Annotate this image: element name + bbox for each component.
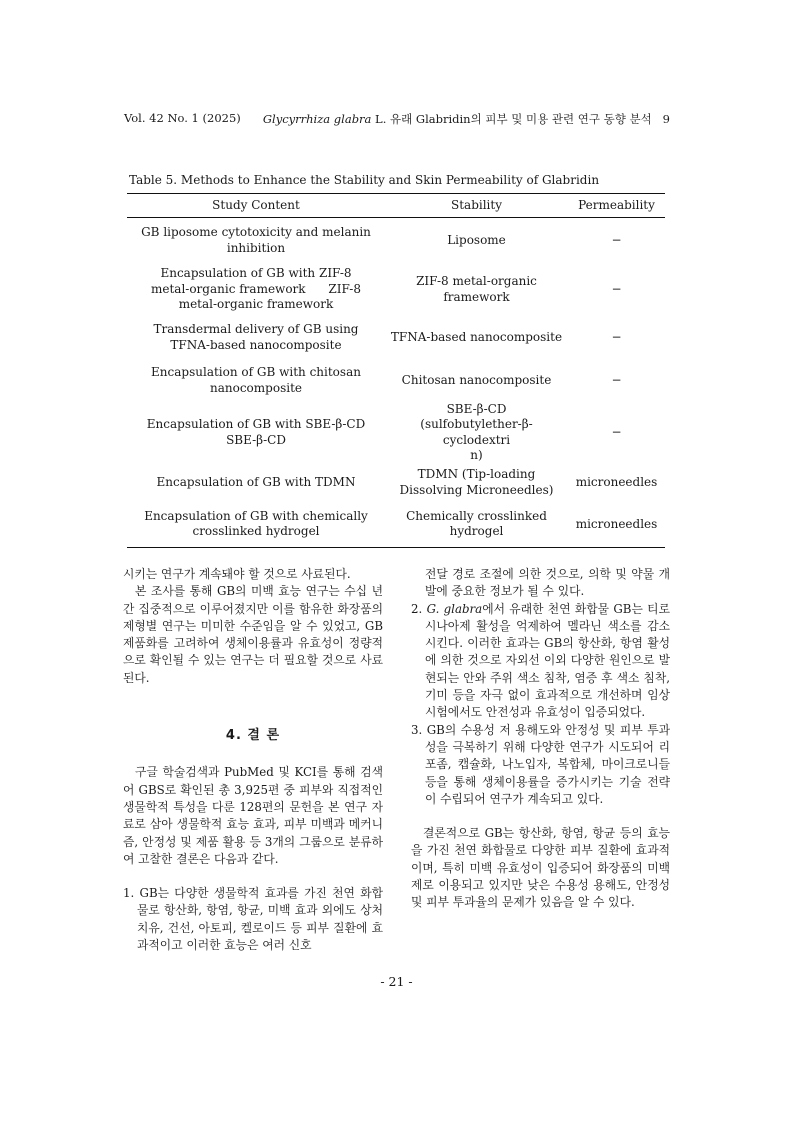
- cell-permeability: −: [611, 233, 622, 247]
- section-heading: 4. 결 론: [225, 728, 281, 744]
- list-item: 2. G. glabra에서 유래한 천연 화합물 GB는 티로시나아제 활성을 억제하여 멜라닌 색소를 감소시킨다. 이러한 효과는 GB의 항산화, 항염 활성에 의한 것으로 자외선 이외 다양한 원인으로 발현되는 안와 주위 색소 침착, 염증 후 색소 침착, 기미 등을 자극 없이 효과적으로 개선하며 임상 시험에서도 안전성과 유효성이 입증되었다.: [411, 601, 670, 720]
- table-5: [127, 193, 665, 548]
- paragraph: 본 조사를 통해 GB의 미백 효능 연구는 수십 년간 집중적으로 이루어졌지만 이를 함유한 화장품의 제형별 연구는 미미한 수준임을 알 수 있었고, GB 제품화를 고려하여 생체이용률과 유효성이 정량적으로 확인될 수 있는 연구는 더 필요할 것으로 사료된다.: [123, 584, 383, 685]
- cell-study: GB liposome cytotoxicity and melanin inhibition: [141, 225, 371, 255]
- cell-study: Encapsulation of GB with chitosan nanocomposite: [151, 365, 361, 395]
- table-row: [127, 360, 665, 402]
- cell-study: Transdermal delivery of GB using TFNA-based nanocomposite: [153, 322, 359, 352]
- cell-stability: TDMN (Tip-loading Dissolving Microneedles): [399, 467, 554, 497]
- cell-study: Encapsulation of GB with SBE-β-CD SBE-β-CD: [146, 417, 366, 447]
- right-column: [411, 566, 670, 912]
- list-item-continued: 전달 경로 조절에 의한 것으로, 의학 및 약물 개발에 중요한 정보가 될 수 있다.: [425, 567, 670, 599]
- cell-permeability: −: [611, 281, 622, 296]
- table-header-row: [127, 194, 665, 218]
- table-row: [127, 464, 665, 502]
- table-row: [127, 316, 665, 360]
- species-name: Glycyrrhiza glabra: [262, 112, 372, 126]
- cell-stability: SBE-β-CD (sulfobutylether-β-cyclodextri n): [420, 401, 533, 462]
- table-caption: Table 5. Methods to Enhance the Stability and Skin Permeability of Glabridin: [129, 173, 600, 187]
- page-footer-number: - 21 -: [380, 974, 413, 989]
- list-item: 3. GB의 수용성 저 용해도와 안정성 및 피부 투과성을 극복하기 위해 다양한 연구가 시도되어 리포좀, 캡슐화, 나노입자, 복합체, 마이크로니들 등을 통해 생체이용률을 증가시키는 기술 전략이 수립되어 연구가 계속되고 있다.: [411, 722, 670, 806]
- running-title: [263, 111, 670, 127]
- cell-stability: Liposome: [447, 233, 506, 247]
- cell-stability: ZIF-8 metal-organic framework: [416, 274, 537, 304]
- running-title-text: L. 유래 Glabridin의 피부 및 미용 관련 연구 동향 분석: [371, 112, 652, 126]
- cell-stability: TFNA-based nanocomposite: [390, 329, 563, 344]
- cell-study: Encapsulation of GB with ZIF-8 metal-organic framework ZIF-8 metal-organic framework: [150, 266, 361, 312]
- paragraph: 시키는 연구가 계속돼야 할 것으로 사료된다.: [123, 567, 351, 581]
- header-study-content: Study Content: [127, 194, 385, 218]
- cell-permeability: −: [611, 329, 622, 344]
- paragraph: 구글 학술검색과 PubMed 및 KCI를 통해 검색어 GBS로 확인된 총 3,925편 중 피부와 직접적인 생물학적 특성을 다룬 128편의 문헌을 본 연구 자료로 삼아 생물학적 효능 효과, 피부 미백과 메커니즘, 안정성 및 제품 활용 등 3개의 그룹으로 분류하여 고찰한 결론은 다음과 같다.: [123, 765, 383, 866]
- cell-study: Encapsulation of GB with chemically crosslinked hydrogel: [127, 502, 385, 548]
- running-header: [124, 111, 670, 127]
- journal-volume: Vol. 42 No. 1 (2025): [124, 111, 241, 125]
- cell-stability: Chemically crosslinked hydrogel: [385, 502, 568, 548]
- cell-permeability: microneedles: [568, 502, 665, 548]
- table-row: [127, 264, 665, 316]
- paragraph: 결론적으로 GB는 항산화, 항염, 항균 등의 효능을 가진 천연 화합물로 다양한 피부 질환에 효과적이며, 특히 미백 유효성이 입증되어 화장품의 미백제로 이용되고 있지만 낮은 수용성 용해도, 안정성 및 피부 투과율의 문제가 있음을 알 수 있다.: [411, 826, 670, 910]
- page-number: 9: [662, 112, 670, 126]
- list-item: 1. GB는 다양한 생물학적 효과를 가진 천연 화합물로 항산화, 항염, 항균, 미백 효과 외에도 상처 치유, 건선, 아토피, 켈로이드 등 피부 질환에 효과적이고 이러한 효능은 여러 신호: [123, 886, 383, 953]
- header-stability: Stability: [385, 194, 568, 218]
- table-row: [127, 402, 665, 464]
- species-abbrev: G. glabra: [426, 601, 483, 616]
- cell-stability: Chitosan nanocomposite: [401, 372, 552, 387]
- table-row: [127, 218, 665, 264]
- cell-permeability: −: [611, 372, 622, 387]
- cell-study: Encapsulation of GB with TDMN: [156, 474, 356, 489]
- cell-permeability: microneedles: [575, 474, 658, 489]
- header-permeability: Permeability: [568, 194, 665, 218]
- cell-permeability: −: [611, 424, 622, 439]
- table-row: [127, 502, 665, 548]
- left-column: [123, 566, 383, 954]
